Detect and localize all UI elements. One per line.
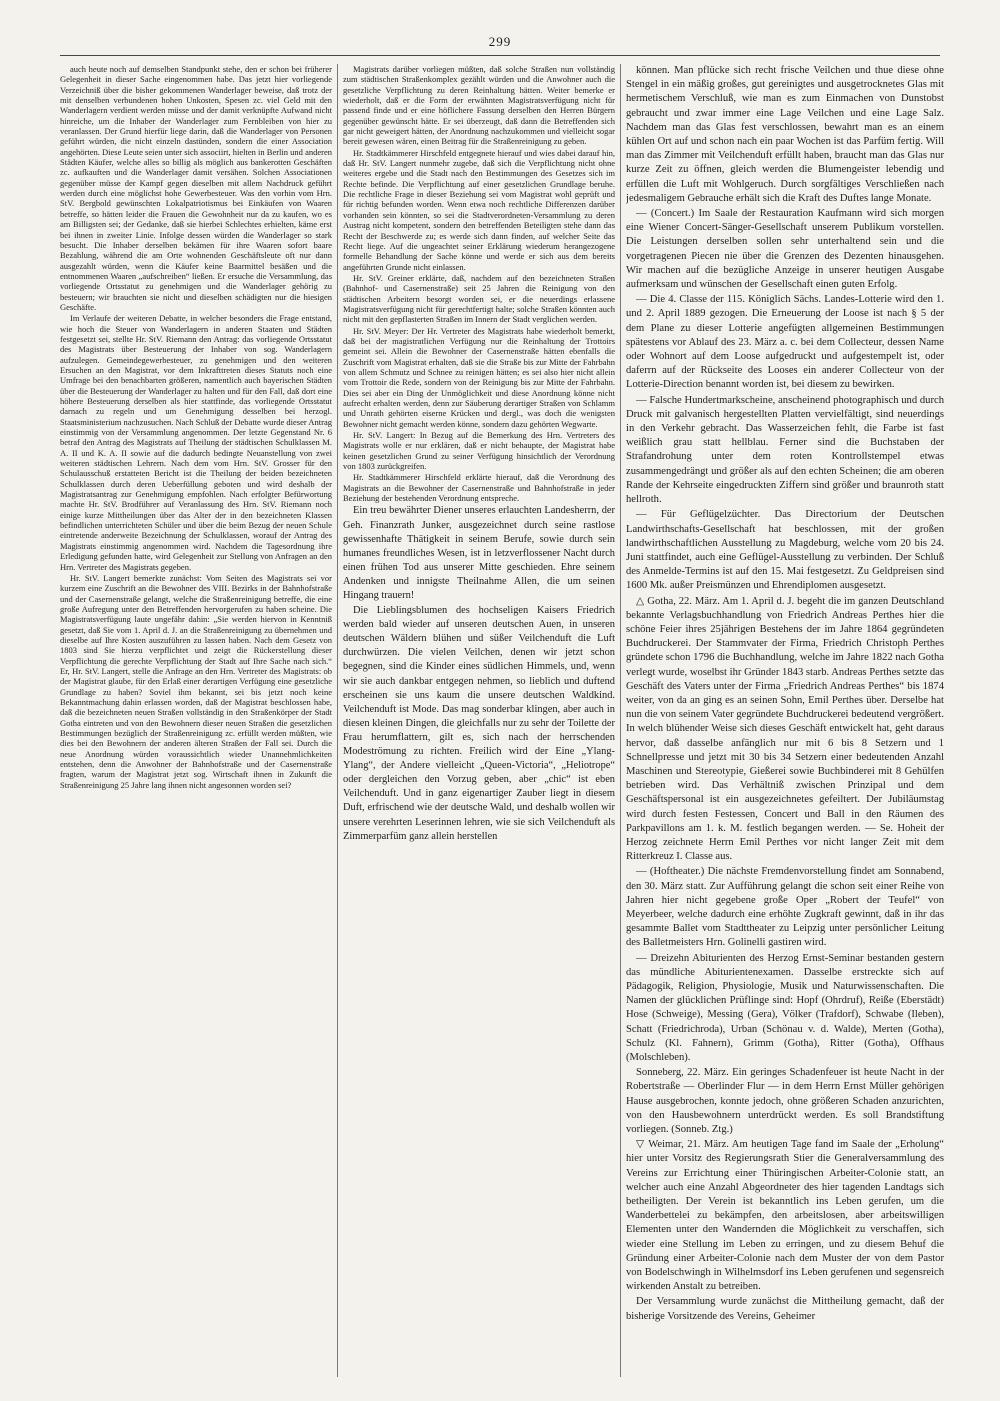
column-3-paragraph: — Falsche Hundertmarkscheine, anscheinend photographisch und durch Druck mit galvanisch hergestellten Platten vervielfältigt, sind neuerdings in den Verkehr gebracht. Das Wasserzeichen fehlt, die Farbe ist fast weißlich grau statt hellblau. Ferner sind die Buchstaben der Strafandrohung unter dem roten Kontrollstempel etwas zusammengedrängt und größer als auf den echten Scheinen; die am oberen Rande der Kehrseite eingedruckten Ziffern sind größer und braunroth statt hellroth. [626,394,944,506]
column-2-paragraph: Hr. StV. Greiner erklärte, daß, nachdem auf den bezeichneten Straßen (Bahnhof- und Casernenstraße) seit 25 Jahren die Reinigung von den städtischen Arbeitern besorgt worden sei, er die neuerdings erlassene Magistratsverfügung nicht für gerechtfertigt halte; solche Straßen könnten auch nicht mit den gepflasterten Straßen im Innern der Stadt verglichen werden. [343,272,615,325]
column-3-paragraph: Der Versammlung wurde zunächst die Mittheilung gemacht, daß der bisherige Vorsitzende des Vereins, Geheimer [626,1296,944,1322]
column-2-paragraph: Hr. Stadtkämmerer Hirschfeld entgegnete hierauf und wies dabei darauf hin, daß Hr. StV. Langert nunmehr zugebe, daß sich die Verpflichtung nicht ohne weiteres ergebe und die Stadt nach den Bestimmungen des Gesetzes sich im Rechte befinde. Die Verpflichtung auf einer gesetzlichen Grundlage beruhe. Die rechtliche Frage in dieser Beziehung sei vom Magistrat wohl geprüft und für richtig befunden worden. Wenn etwa noch rechtliche Differenzen darüber vorhanden sein könnten, so sei die Stadtverordneten-Versammlung zu deren Austrag nicht kompetent, sondern den betreffenden Beteiligten stehe dann das Recht der Beschwerde zu; es werde sich dann finden, auf welcher Seite das Recht liege. Auf die ungeachtet seiner Erklärung wiederum herangezogene formelle Behandlung der Sache könne und werde er sich aus dem bereits angeführten Grunde nicht einlassen. [343,147,615,272]
column-2-paragraph: Hr. StV. Meyer: Der Hr. Vertreter des Magistrats habe wiederholt bemerkt, daß bei der magistratlichen Verfügung nur die Reinhaltung der Trottoirs gemeint sei. Allein die Bewohner der Casernenstraße hätten ebenfalls die Zuschrift vom Magistrat erhalten, daß sie die Straße bis zur Mitte der Fahrbahn von allem Schmutz und Schnee zu reinigen hätten; es sei also hier nicht allein vom Trottoir die Rede, sondern von der Reinigung bis zur Mitte der Fahrbahn. Dies sei aber ein Ding der Unmöglichkeit und diese Anordnung könne nicht aufrecht erhalten werden, denn zur Säuberung derartiger Straßen von Schlamm und Unrath gehörten eiserne Krücken und dergl., was doch die wenigsten Bewohner nicht gemacht werden könne, sondern dazu gehörten Wegwarte. [343,325,615,429]
header-rule [60,55,940,56]
column-2-paragraph: Magistrats darüber vorliegen müßten, daß solche Straßen nun vollständig zum städtischen Straßenkomplex gezählt würden und die Anwohner auch die gesetzliche Verpflichtung zu deren Reinhaltung hätten. Weiter bemerke er wiederholt, daß er die Form der erwähnten Magistratsverfügung nicht für passend finde und er eine höflichere Fassung derselben den Herren Bürgern gegenüber gewünscht hätte. Er sei überzeugt, daß dann die Betreffenden sich gar nicht geweigert hätten, der Anordnung nachzukommen und vielleicht sogar bereit gewesen wären, einen Beitrag für die Straßenreinigung zu geben. [343,64,615,147]
column-3-paragraph: — Dreizehn Abiturienten des Herzog Ernst-Seminar bestanden gestern das mündliche Abiturientenexamen. Dasselbe erstreckte sich auf Pädagogik, Religion, Physiologie, Musik und Naturwissenschaften. Die Namen der glücklichen Prüflinge sind: Hopf (Ohrdruf), Reiße (Eberstädt) Hose (Schweige), Messing (Gera), Völker (Trafdorf), Schwabe (Ileben), Schatt (Friedrichroda), Urban (Schönau v. d. Walde), Merten (Gotha), Schulz (Kl. Fahnern), Grimm (Gotha), Ritter (Gotha), Offhaus (Molschleben). [626,952,944,1064]
column-3-paragraph: können. Man pflücke sich recht frische Veilchen und thue diese ohne Stengel in ein mäßig großes, gut gereinigtes und ausgetrocknetes Glas mit hermetischem Verschluß, wie man es zum Einmachen von Dunstobst gebraucht und zwar immer eine Lage Veilchen und eine Lage Salz. Nachdem man das Glas fest verschlossen, bewahrt man es an einem kühlen Ort auf und schon nach ein paar Wochen ist das Parfüm fertig. Will man das Zimmer mit Veilchenduft erfüllt haben, braucht man das Glas nur kurze Zeit zu öffnen, gleich werden die Blumengeister lebendig und erfüllen die Luft mit Wohlgeruch. Durch sorgfältiges Verschließen nach jedesmaligem Gebrauche erhält sich die Kraft des Duftes lange Monate. [626,65,944,204]
page-number: 299 [488,34,512,49]
column-separator [337,64,338,1377]
column-3 [626,64,944,1377]
column-2-paragraph: Hr. StV. Langert: In Bezug auf die Bemerkung des Hrn. Vertreters des Magistrats wolle er nur erklären, daß er nicht behaupte, der Magistrat habe keinen gesetzlichen Grund zu seiner Verfügung hinsichtlich der Verordnung von 1803 zurückgreifen. [343,430,615,472]
column-3-paragraph: — Die 4. Classe der 115. Königlich Sächs. Landes-Lotterie wird den 1. und 2. April 1889 gezogen. Die Erneuerung der Loose ist nach § 5 der dem Plane zu dieser Lotterie angefügten allgemeinen Bestimmungen spätestens vor Ablauf des 23. März a. c. bei dem Collecteur, dessen Name oder Wohnort auf dem Loose aufgedruckt und aufgestempelt ist, oder daferrn auf der Rückseite des Looses ein anderer Collecteur von der Lotterie-Direction benannt worden ist, bei diesem zu bewirken. [626,294,944,391]
column-3-paragraph: Sonneberg, 22. März. Ein geringes Schadenfeuer ist heute Nacht in der Robertstraße — Oberlinder Flur — in dem Herrn Ernst Müller gehörigen Hause ausgebrochen, konnte jedoch, ohne größeren Schaden anzurichten, von den Hausbewohnern unterdrückt werden. Es soll Brandstiftung vorliegen. (Sonneb. Ztg.) [626,1067,944,1136]
column-2-paragraph: Hr. Stadtkämmerer Hirschfeld erklärte hierauf, daß die Verordnung des Magistrats an die Bewohner der Casernenstraße und Bahnhofstraße in jeder Beziehung der bestehenden Verordnung entspreche. [343,472,615,504]
column-separator [620,64,621,1377]
column-3-paragraph: — Für Geflügelzüchter. Das Directorium der Deutschen Landwirthschafts-Gesellschaft hat beschlossen, mit der großen landwirthschaftlichen Ausstellung zu Magdeburg, welche vom 20 bis 24. Juni stattfindet, auch eine Geflügel-Ausstellung zu verbinden. Der Schluß des Anmelde-Termins ist auf den 15. Mai festgesetzt. Zu Geldpreisen sind 1600 Mk. außer Preismünzen und Ehrendiplomen ausgesetzt. [626,509,944,592]
column-1-paragraph: auch heute noch auf demselben Standpunkt stehe, den er schon bei früherer Gelegenheit in dieser Sache eingenommen habe. Das jetzt hier vorliegende Verzeichniß über die bisher gekommenen Wanderlager beweise, daß trotz der mit denselben verbundenen hohen Unkosten, Spesen zc. viel Geld mit den Wanderlagern verdient werden müsse und der damit verknüpfte Aufwand nicht hinreiche, um die Inhaber der Wanderlager zum Fernbleiben von hier zu veranlassen. Der Grund hierfür liege darin, daß die Wanderlager von Personen geführt würden, die nicht einzeln dastünden, sondern die einer Association angehörten. Diese Leute seien unter sich associirt, hielten in Berlin und anderen Städten Käufer, welche alles so billig als möglich aus bankerotten Geschäften zc. aufkauften und die Wanderlager damit versähen. Solchen Associationen gegenüber müsse der Kampf gegen dieselben mit allem Nachdruck geführt werden durch eine möglichst hohe Gewerbesteuer. Was den vorhin vom Hrn. StV. Bergbold gewünschten Lokalpatriotismus bei Einkäufen von Waaren betreffe, so hätten leider die Frauen die Gewohnheit nur da zu kaufen, wo es am Billigsten sei; der Gedanke, daß sie hierbei Schlechtes erhielten, käme erst bei ihnen in zweiter Linie. Infolge dessen würden die Wanderlager so stark besucht. Die Inhaber derselben bekämen für ihre Waaren sofort baare Bezahlung, während die am Orte wohnenden Geschäftsleute oft nur dann ausgezahlt würden, wenn die Käufer keine Baarmittel besäßen und die entnommenen Waaren „aufschreiben“ ließen. Er ersuche die Versammlung, das vorliegende Ortsstatut zu genehmigen und die Wanderlager gehörig zu besteuern; wir brauchten sie nicht und dieselben schädigten nur die hiesigen Geschäfte. [60,64,332,312]
column-3-paragraph: — (Hoftheater.) Die nächste Fremdenvorstellung findet am Sonnabend, den 30. März statt. Zur Aufführung gelangt die schon seit einer Reihe von Jahren hier nicht gegebene große Oper „Robert der Teufel“ von Meyerbeer, welche dadurch eine erhöhte Zugkraft gewinnt, daß in ihr das gesammte Ballet vom Stadttheater zu Leipzig unter persönlicher Leitung des Balletmeisters Hrn. Golinelli gastiren wird. [626,866,944,949]
column-2-paragraph: Die Lieblingsblumen des hochseligen Kaisers Friedrich werden bald wieder auf unseren deutschen Auen, in unseren deutschen Wäldern blühen und süßer Veilchenduft die Luft durchwürzen. Die vielen Veilchen, denen wir jetzt schon begegnen, sind die Kinder eines südlichen Himmels, und, wenn wir sie auch dankbar entgegen nehmen, so lieblich und duftend erscheinen sie uns kaum die unsere deutschen Waldkind. Veilchenduft ist Mode. Das mag sonderbar klingen, aber auch in diesen kleinen Dingen, die gleichfalls nur zu sehr der Toilette der Frau herumflattern, gilt es, sich nach der herrschenden Modeströmung zu richten. Freilich wird der Eine „Ylang-Ylang“, der Andere vielleicht „Queen-Victoria“, „Heliotrope“ oder dergleichen den Vorzug geben, aber „chic“ ist eben Veilchenduft. Und in ganz eigenartiger Zauber liegt in diesem Duft, erfrischend wie der deutsche Wald, und deshalb wollen wir unsere verehrten Leserinnen lehren, wie sie sich Veilchenduft als Zimmerparfüm ganz allein herstellen [343,605,615,842]
column-3-paragraph: — (Concert.) Im Saale der Restauration Kaufmann wird sich morgen eine Wiener Concert-Sänger-Gesellschaft unserem Publikum vorstellen. Die Leistungen derselben sollen sehr unterhaltend sein und die vorgetragenen Piecen nie über die Grenzen des Dezenten hinausgehen. Wir machen auf die bezügliche Anzeige in unserer heutigen Ausgabe aufmerksam und wünschen der Gesellschaft einen guten Erfolg. [626,208,944,291]
column-1-paragraph: Hr. StV. Langert bemerkte zunächst: Vom Seiten des Magistrats sei vor kurzem eine Zuschrift an die Bewohner des VIII. Bezirks in der Bahnhofstraße und der Casernenstraße gelangt, welche die Straßenreinigung betreffe, die eine große Aufregung unter den Betreffenden hervorgerufen zu haben scheine. Die Magistratsverfügung laute ungefähr dahin: „Sie werden hiervon in Kenntniß gesetzt, daß Sie vom 1. April d. J. an die Straßenreinigung zu übernehmen und dieselbe auf Ihre Kosten auszuführen zu lassen haben. Nach dem Gesetz von 1803 sind Sie hierzu verpflichtet und zeigt die Rückerstellung dieser Verpflichtung die gerechte Verpflichtung der Stadt auf Ihre Sache nach sich.“ Er, Hr. StV. Langert, stelle die Anfrage an den Hrn. Vertreter des Magistrats: ob der Magistrat glaube, für den Erlaß einer derartigen Verfügung eine gesetzliche Grundlage zu haben? Soviel ihm bekannt, sei bis jetzt noch keine Bekanntmachung dahin erlassen worden, daß der Magistrat beschlossen habe, daß die bezeichneten neuen Straßen vollständig in den Straßenkörper der Stadt Gotha eintreten und von den Bewohnern dieser neuen Straßen die gesetzlichen Bestimmungen bezüglich der Straßenreinigung zc. erfüllt werden müßten, wie dies bei den Bewohnern der anderen älteren Straßen der Fall sei. Durch die neue Anordnung würden voraussichtlich wieder Unannehmlichkeiten entstehen, denn die Anwohner der Bahnhofstraße und der Casernenstraße fragten, warum der Magistrat jetzt sog. Wirtschaft ihnen in Zukunft die Straßenreinigung 25 Jahre lang ihnen nicht angesonnen worden sei? [60,572,332,790]
column-1 [60,64,332,1377]
column-3-paragraph: ▽ Weimar, 21. März. Am heutigen Tage fand im Saale der „Erholung“ hier unter Vorsitz des Regierungsrath Stier die Generalversammlung des Vereins zur Errichtung einer Thüringischen Arbeiter-Colonie statt, an welcher auch eine Anzahl Abgeordneter des hier tagenden Landtags sich betheiligten. Der Verein ist bekanntlich ins Leben gerufen, um die Wanderbettelei zu bekämpfen, den arbeitslosen, aber arbeitswilligen Elementen unter den Wandernden die Möglichkeit zu verschaffen, sich wieder eine Stellung im Leben zu erringen, und zu diesem Behuf die Gründung einer Arbeiter-Colonie nach dem Muster der von dem Pastor von Bodelschwingh in Wilhelmsdorf ins Leben gerufenen und segensreich wirkenden Anstalt zu betreiben. [626,1139,944,1293]
column-1-paragraph: Im Verlaufe der weiteren Debatte, in welcher besonders die Frage entstand, wie hoch die Steuer von Wanderlagern in anderen Staaten und Städten festgesetzt sei, stellte Hr. StV. Riemann den Antrag: das vorliegende Ortsstatut des Magistrats über Besteuerung der Inhaber von sog. Wanderlagern aufzulegen. Gemeindegewerbesteuer, zu genehmigen und den weiteren Ersuchen an den Magistrat, vor dem Inkrafttreten dieses Statuts noch eine Umfrage bei den benachbarten größeren, namentlich auch bayerischen Städten über die Besteuerung der Wanderlager zu halten und für den Fall, daß dort eine höhere Besteuerung derselben als hier stattfinde, das vorliegende Ortsstatut darnach zu regeln und um Genehmigung desselben bei herzogl. Staatsministerium nachzusuchen. Nach Schluß der Debatte wurde dieser Antrag einstimmig von der Versammlung angenommen. Der letzte Gegenstand Nr. 6 betraf den Antrag des Magistrats auf Theilung der städtischen Schulklassen M. A. II und K. A. II sowie auf die dadurch bedingte Neuanstellung von zwei weiteren städtischen Lehrern. Nach dem vom Hrn. StV. Grosser für den Schulausschuß erstatteten Bericht ist die Theilung der beiden bezeichneten Schulklassen durch deren Ueberfüllung geboten und wird deshalb der Magistratsantrag zur Genehmigung empfohlen. Nach erfolgter Befürwortung machte Hr. StV. Brodführer auf Veranlassung des Hrn. StV. Riemann noch einige kurze Mittheilungen über das Alter der in den bezeichneten Klassen befindlichen unterrichteten Schüler und über die beim Bezug der neuen Schule eintretende anderweite Bezeichnung der Schulklassen, worauf der Antrag des Magistrats einstimmig angenommen wird. Nachdem die Tagesordnung ihre Erledigung gefunden hatte, wird Gelegenheit zur Stellung von Anfragen an den Hrn. Vertreter des Magistrats gegeben. [60,313,332,572]
column-2 [343,64,615,1377]
column-2-paragraph: Ein treu bewährter Diener unseres erlauchten Landesherrn, der Geh. Finanzrath Junker, ausgezeichnet durch seine rastlose gewissenhafte Thätigkeit in seinem Berufe, sowie durch sein humanes freundliches Wesen, ist in letzverflossener Nacht durch einen frühen Tod aus unserer Mitte geschieden. Ehre seinem Andenken und innigste Theilnahme Allen, die um seinen Hingang trauern! [343,505,615,601]
column-3-paragraph: △ Gotha, 22. März. Am 1. April d. J. begeht die im ganzen Deutschland bekannte Verlagsbuchhandlung von Friedrich Andreas Perthes hier die schöne Feier ihres 25jährigen Bestehens der im Jahre 1864 gegründeten Buchdruckerei. Der Stammvater der Firma, Friedrich Christoph Perthes gründete schon 1796 die Buchhandlung, welche im Jahre 1822 nach Gotha verlegt wurde, woselbst ihr Gründer 1843 starb. Andreas Perthes setzte das Geschäft des Vaters unter der Firma „Friedrich Andreas Perthes“ bis 1874 weiter, von da an ging es an seinen Sohn, Emil Perthes über. Derselbe hat nun die von seinem Vater gegründete Buchdruckerei bedeutend vergrößert. In welch blühender Weise sich dieses Geschäft entwickelt hat, geht daraus hervor, daß dasselbe anfänglich nur mit 6 bis 8 Setzern und 1 Schnellpresse und jetzt mit 30 bis 34 Setzern einer bedeutenden Anzahl Maschinen und Stereotypie, Gießerei sowie Buchbinderei mit 8 Gehülfen betrieben wird. Das Verhältniß zwischen Prinzipal und dem Geschäftspersonal ist ein ausgezeichnetes gefeiltert. Der Jubiläumstag wird durch festen Festessen, Concert und Ball in den Räumen des Parkpavillons am 1. k. M. festlich begangen werden. — Se. Hoheit der Herzog zeichnete Herrn Emil Perthes vor nicht langer Zeit mit dem Ritterkreuz I. Classe aus. [626,595,944,863]
